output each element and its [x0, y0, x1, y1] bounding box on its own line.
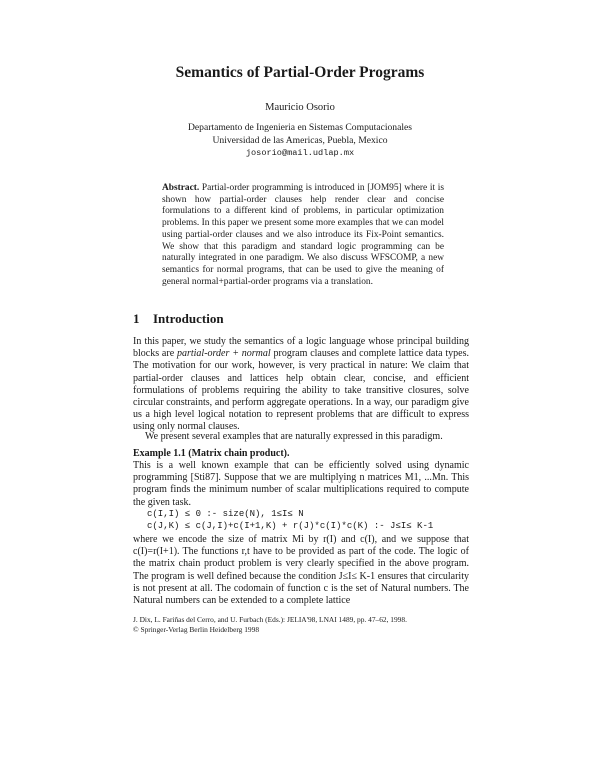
section-title: Introduction — [153, 311, 224, 326]
intro-text: In this paper, we study the semantics of a logic language whose principal building blocks are — [133, 336, 469, 360]
footnote — [133, 615, 407, 635]
footnote-copyright: © Springer-Verlag Berlin Heidelberg 1998 — [133, 625, 260, 634]
code-line: c(I,I) ≤ 0 :- size(N), 1≤I≤ N — [147, 509, 304, 519]
affiliation-block — [0, 121, 600, 160]
author-email: josorio@mail.udlap.mx — [245, 148, 355, 158]
author-name: Mauricio Osorio — [265, 102, 335, 113]
intro-paragraph-2: We present several examples that are naturally expressed in this paradigm. — [145, 431, 443, 442]
intro-emphasis: partial-order + normal — [176, 348, 271, 360]
abstract-label: Abstract. — [162, 183, 200, 193]
abstract — [162, 183, 444, 288]
paper-title: Semantics of Partial-Order Programs — [175, 64, 425, 81]
affiliation-line: Departamento de Ingenieria en Sistemas Computacionales — [187, 122, 413, 133]
abstract-text: Partial-order programming is introduced in [JOM95] where it is shown how partial-order clauses help render clear and concise formulations to a different kind of problems, in particular optimization problems. In this paper we present some more examples that we can model using partial-order clauses and we also introduce its Fix-Point semantics. We show that this paradigm and standard logic programming can be naturally integrated in one paradigm. We also discuss WFSCOMP, a new semantics for normal programs, that can be used to give the meaning of general normal+partial-order programs via a translation. — [162, 183, 445, 287]
example-heading: Example 1.1 (Matrix chain product). — [133, 448, 290, 459]
example-paragraph-2: where we encode the size of matrix Mi by r(I) and c(I), and we suppose that c(I)=r(I+1). The functions r,t have to be provided as part of the code. The logic of the matrix chain product problem is very clearly specified in the above program. The program is well defined because the condition J≤I≤ K-1 ensures that circularity is not present at all. The codomain of function c is the set of Natural numbers. The Natural numbers can be extended to a complete lattice — [133, 534, 469, 607]
section-heading — [133, 311, 224, 327]
affiliation-line: Universidad de las Americas, Puebla, Mexico — [212, 135, 388, 146]
section-number: 1 — [133, 311, 140, 326]
intro-text: program clauses and complete lattice data types. The motivation for our work, however, is very practical in nature: We claim that partial-order clauses and lattices help obtain clear, concise, and efficient formulations of problems requiring the ability to take transitive closures, solve circular constraints, and perform aggregate operations. In a way, our paradigm give us a high level logical notation to represent problems that are difficult to express using only normal clauses. — [133, 348, 469, 433]
example-paragraph-1: This is a well known example that can be efficiently solved using dynamic programming [Sti87]. Suppose that we are multiplying n matrices M1, ...Mn. This program finds the minimum number of scalar multiplications required to compute the given task. — [133, 460, 469, 508]
intro-paragraph-1 — [133, 336, 469, 434]
footnote-citation: J. Dix, L. Fariñas del Cerro, and U. Furbach (Eds.): JELIA'98, LNAI 1489, pp. 47–62, 1998. — [133, 615, 407, 624]
code-line: c(J,K) ≤ c(J,I)+c(I+1,K) + r(J)*c(I)*c(K) :- J≤I≤ K-1 — [147, 521, 434, 531]
